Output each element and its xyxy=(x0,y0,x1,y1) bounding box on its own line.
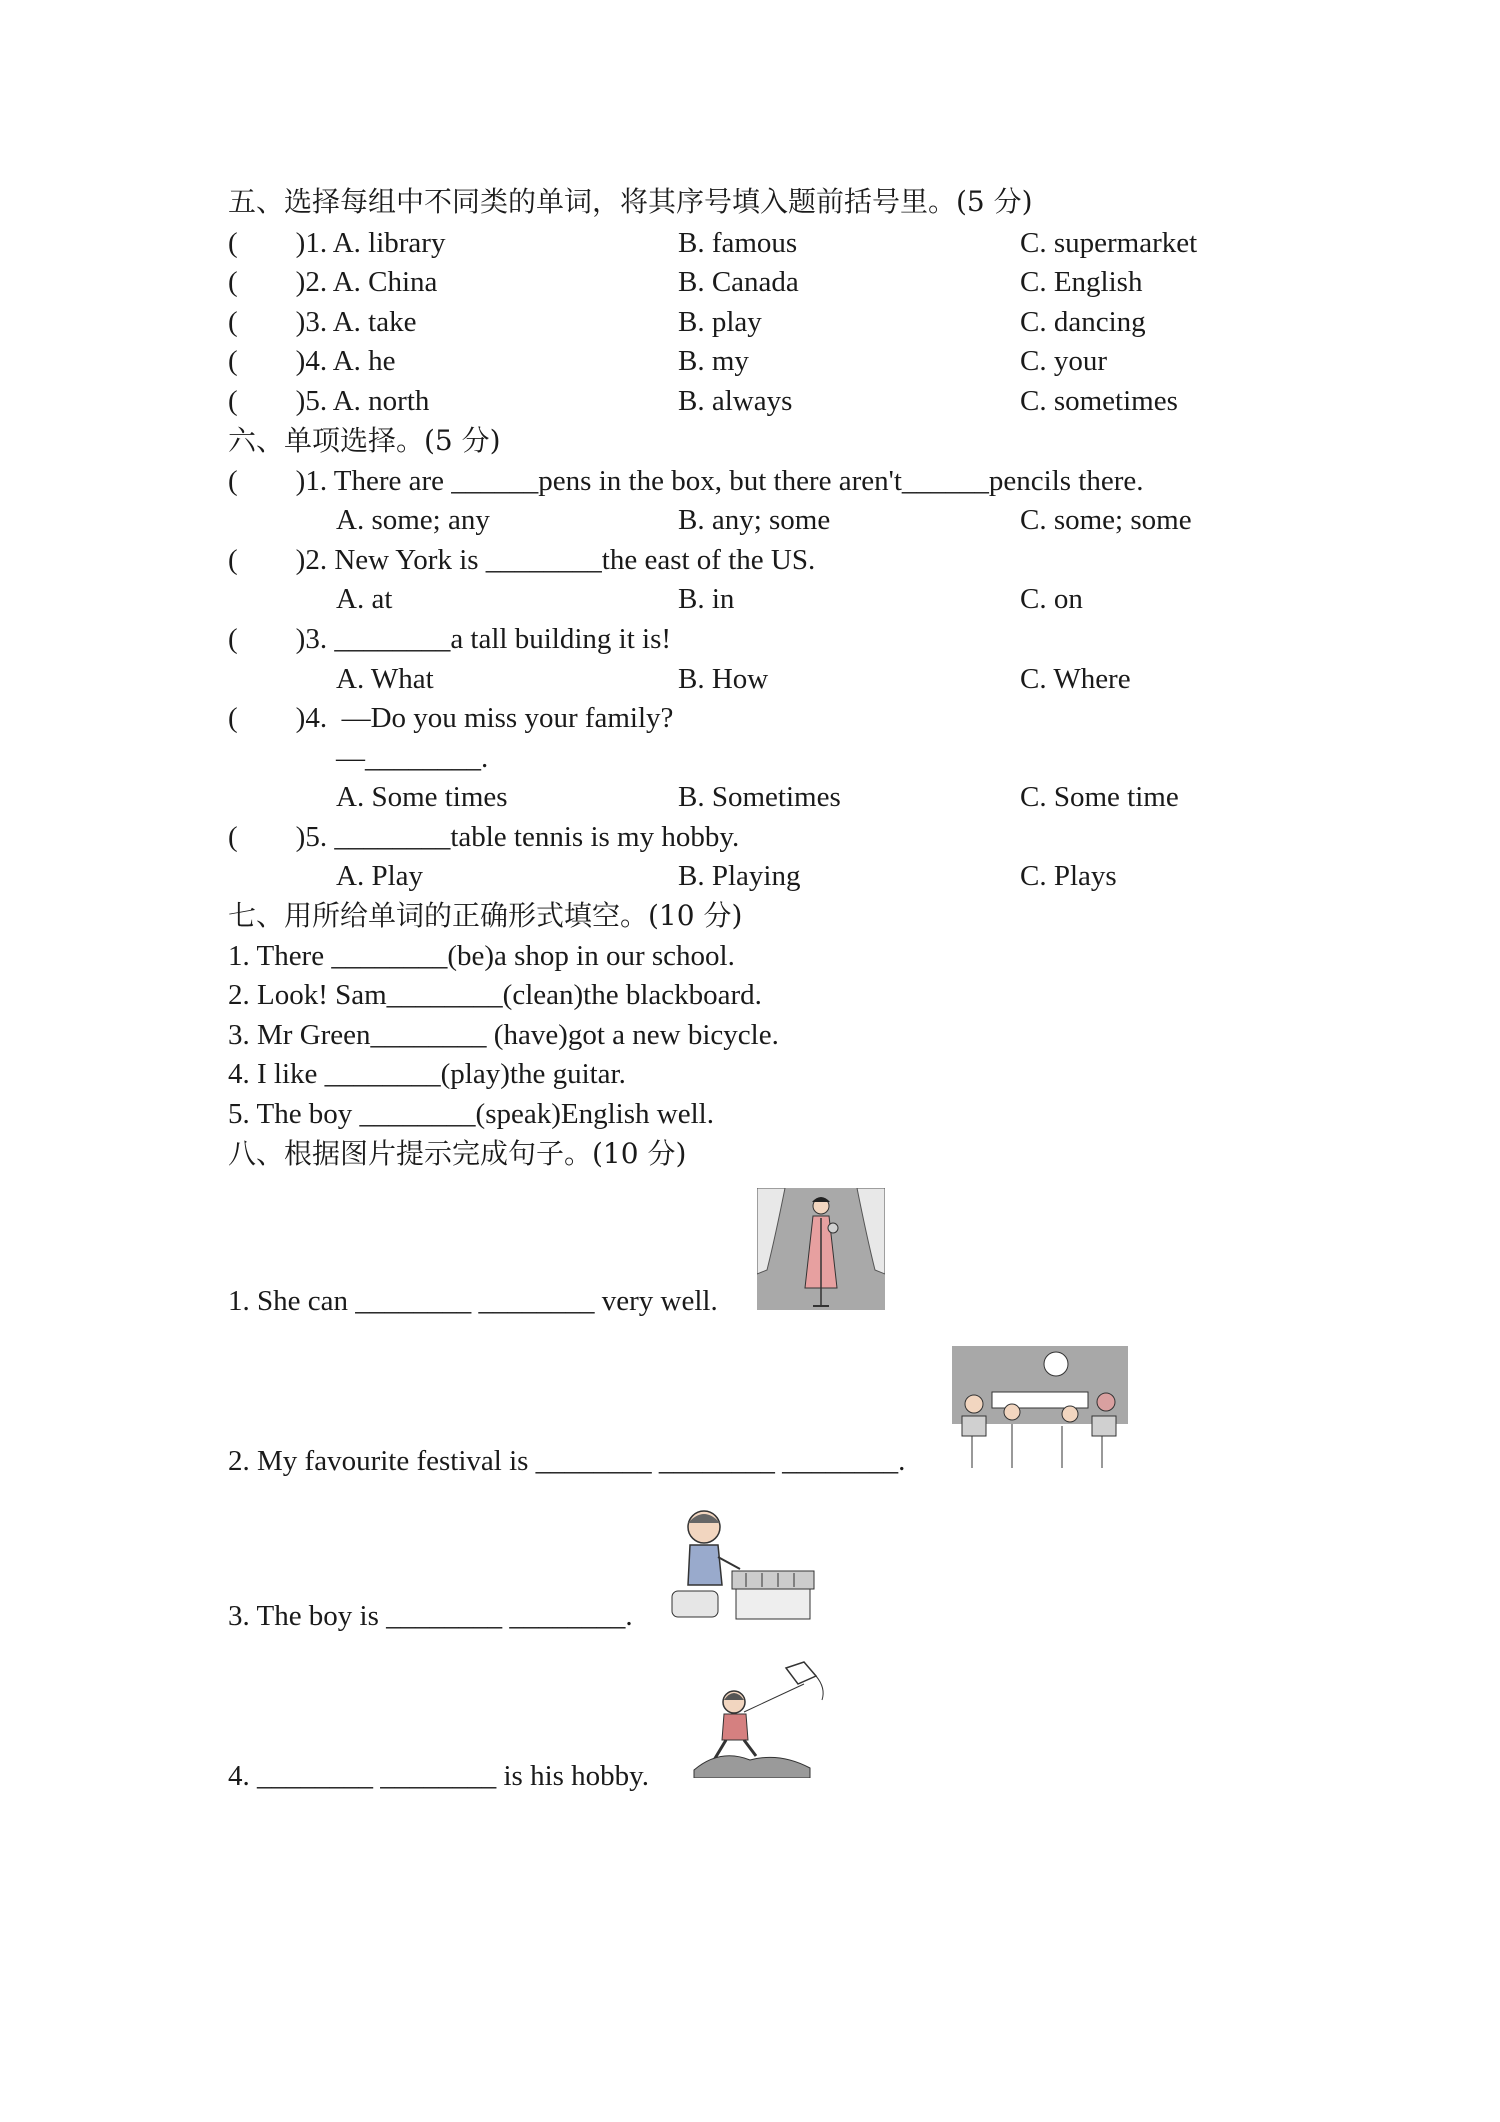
s6-q3-a: A. What xyxy=(336,663,434,695)
s6-q4-answer-line: —________. xyxy=(336,742,489,774)
s8-item-3: 3. The boy is ________ ________. xyxy=(228,1600,633,1632)
s6-q5: ( )5. ________table tennis is my hobby. xyxy=(228,821,740,853)
s6-q4: ( )4. —Do you miss your family? xyxy=(228,702,674,734)
singer-on-stage-picture xyxy=(757,1188,885,1310)
s6-q3: ( )3. ________a tall building it is! xyxy=(228,623,672,655)
s5-item-3-c: C. dancing xyxy=(1020,306,1146,338)
s6-q1-b: B. any; some xyxy=(678,504,831,536)
s5-item-1-b: B. famous xyxy=(678,227,798,259)
s7-item-4: 4. I like ________(play)the guitar. xyxy=(228,1058,626,1090)
section-7-title: 七、用所给单词的正确形式填空。(10 分) xyxy=(228,899,743,932)
s6-q2: ( )2. New York is ________the east of the US. xyxy=(228,544,816,576)
s5-item-3-a: ( )3. A. take xyxy=(228,306,417,338)
s6-q4-c: C. Some time xyxy=(1020,781,1179,813)
s6-q5-a: A. Play xyxy=(336,860,423,892)
s5-item-2-a: ( )2. A. China xyxy=(228,266,438,298)
s5-item-4-a: ( )4. A. he xyxy=(228,345,396,377)
s6-q1-a: A. some; any xyxy=(336,504,490,536)
s5-item-2-b: B. Canada xyxy=(678,266,799,298)
s5-item-1-c: C. supermarket xyxy=(1020,227,1198,259)
section-6-title: 六、单项选择。(5 分) xyxy=(228,424,501,457)
s6-q1: ( )1. There are ______pens in the box, but there aren't______pencils there. xyxy=(228,465,1144,497)
s6-q2-c: C. on xyxy=(1020,583,1083,615)
s5-item-3-b: B. play xyxy=(678,306,762,338)
s6-q2-a: A. at xyxy=(336,583,393,615)
s5-item-2-c: C. English xyxy=(1020,266,1143,298)
s6-q3-c: C. Where xyxy=(1020,663,1131,695)
s6-q2-b: B. in xyxy=(678,583,735,615)
s7-item-3: 3. Mr Green________ (have)got a new bicycle. xyxy=(228,1019,779,1051)
s5-item-5-a: ( )5. A. north xyxy=(228,385,430,417)
s6-q4-a: A. Some times xyxy=(336,781,508,813)
s6-q5-b: B. Playing xyxy=(678,860,801,892)
s6-q3-b: B. How xyxy=(678,663,769,695)
s5-item-4-b: B. my xyxy=(678,345,749,377)
section-8-title: 八、根据图片提示完成句子。(10 分) xyxy=(228,1137,687,1170)
s7-item-5: 5. The boy ________(speak)English well. xyxy=(228,1098,714,1130)
s8-item-4: 4. ________ ________ is his hobby. xyxy=(228,1760,650,1792)
s6-q5-c: C. Plays xyxy=(1020,860,1117,892)
s7-item-2: 2. Look! Sam________(clean)the blackboard. xyxy=(228,979,762,1011)
s8-item-2: 2. My favourite festival is ________ ________ ________. xyxy=(228,1445,906,1477)
s5-item-4-c: C. your xyxy=(1020,345,1107,377)
s7-item-1: 1. There ________(be)a shop in our school. xyxy=(228,940,735,972)
s6-q1-c: C. some; some xyxy=(1020,504,1192,536)
s5-item-1-a: ( )1. A. library xyxy=(228,227,446,259)
s5-item-5-b: B. always xyxy=(678,385,793,417)
boy-flying-kite-picture xyxy=(690,1660,842,1778)
boy-playing-chess-picture xyxy=(666,1505,818,1623)
section-5-title: 五、选择每组中不同类的单词，将其序号填入题前括号里。(5 分) xyxy=(228,185,1033,218)
s8-item-1: 1. She can ________ ________ very well. xyxy=(228,1285,718,1317)
family-moon-dinner-picture xyxy=(952,1346,1128,1472)
s5-item-5-c: C. sometimes xyxy=(1020,385,1178,417)
s6-q4-b: B. Sometimes xyxy=(678,781,841,813)
